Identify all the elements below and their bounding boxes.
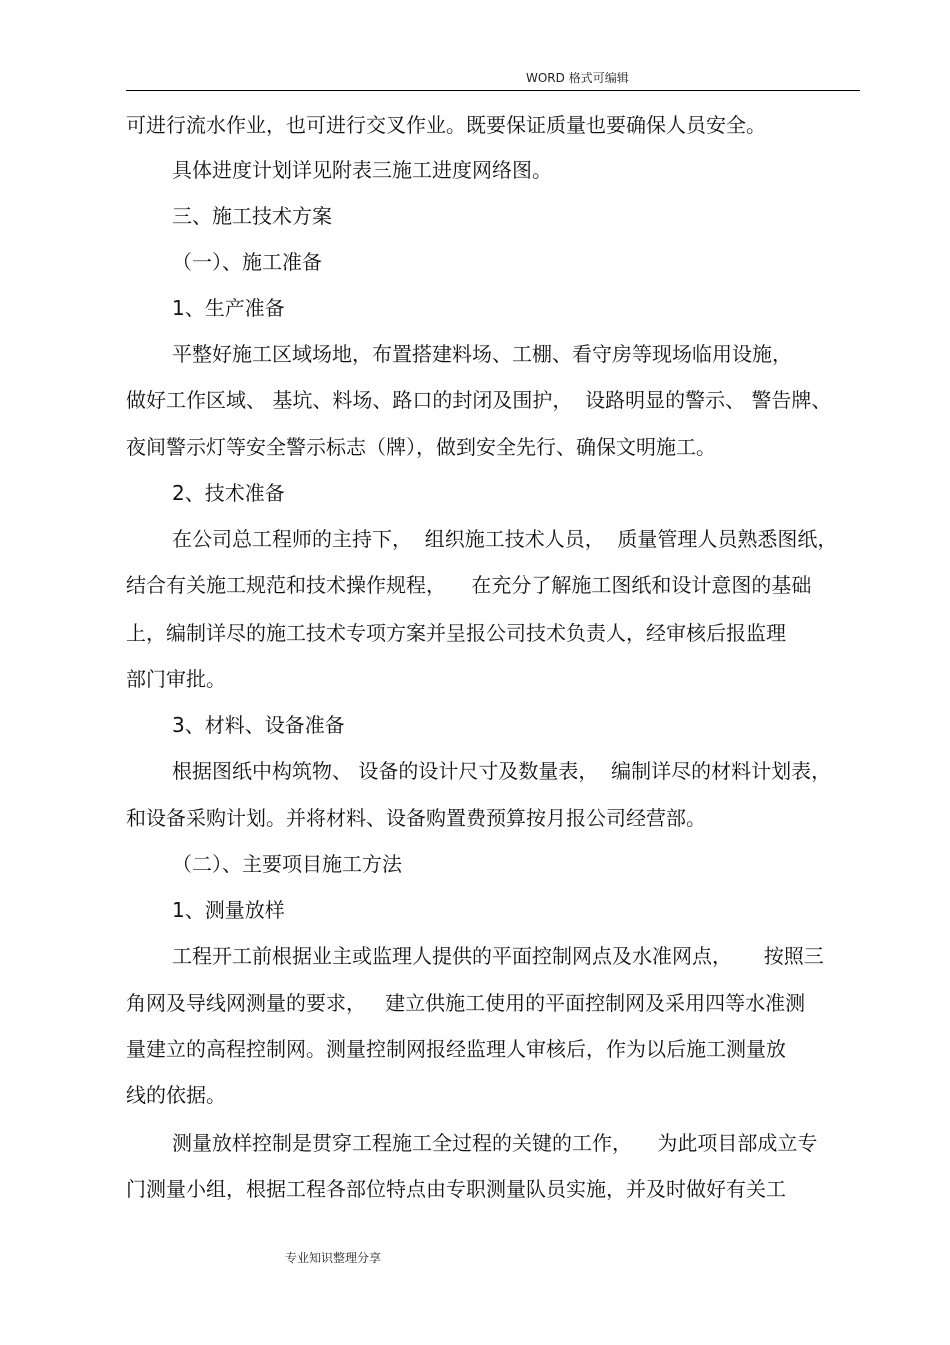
text-line: 上，编制详尽的施工技术专项方案并呈报公司技术负责人，经审核后报监理 [126,621,786,645]
text-line: 角网及导线网测量的要求， 建立供施工使用的平面控制网及采用四等水准测 [126,991,806,1015]
text-line: 具体进度计划详见附表三施工进度网络图。 [172,158,552,182]
text-line: 工程开工前根据业主或监理人提供的平面控制网点及水准网点， 按照三 [172,944,824,968]
item-heading: 2、技术准备 [172,481,285,505]
page-header-label: WORD 格式可编辑 [526,71,629,85]
text-line: 部门审批。 [126,667,226,691]
text-line: 做好工作区域、 基坑、料场、路口的封闭及围护， 设路明显的警示、 警告牌、 [126,388,832,412]
text-line: 平整好施工区域场地，布置搭建料场、工棚、看守房等现场临用设施， [172,342,792,366]
text-line: 结合有关施工规范和技术操作规程， 在充分了解施工图纸和设计意图的基础 [126,573,812,597]
text-line: 和设备采购计划。并将材料、设备购置费预算按月报公司经营部。 [126,806,706,830]
item-heading: 3、材料、设备准备 [172,713,345,737]
item-heading: 1、测量放样 [172,898,285,922]
text-line: 测量放样控制是贯穿工程施工全过程的关键的工作， 为此项目部成立专 [172,1131,818,1155]
text-line: 量建立的高程控制网。测量控制网报经监理人审核后，作为以后施工测量放 [126,1037,786,1061]
text-line: 在公司总工程师的主持下， 组织施工技术人员， 质量管理人员熟悉图纸， [172,527,838,551]
text-line: 根据图纸中构筑物、 设备的设计尺寸及数量表， 编制详尽的材料计划表， [172,759,832,783]
subsection-heading: （二）、主要项目施工方法 [172,852,402,876]
text-line: 可进行流水作业，也可进行交叉作业。既要保证质量也要确保人员安全。 [126,113,766,137]
page-footer-label: 专业知识整理分享 [285,1251,382,1265]
section-heading: 三、施工技术方案 [172,204,332,228]
text-line: 门测量小组，根据工程各部位特点由专职测量队员实施，并及时做好有关工 [126,1177,786,1201]
header-divider [126,90,860,91]
text-line: 线的依据。 [126,1083,226,1107]
text-line: 夜间警示灯等安全警示标志（牌），做到安全先行、确保文明施工。 [126,435,716,459]
item-heading: 1、生产准备 [172,296,285,320]
subsection-heading: （一）、施工准备 [172,250,322,274]
